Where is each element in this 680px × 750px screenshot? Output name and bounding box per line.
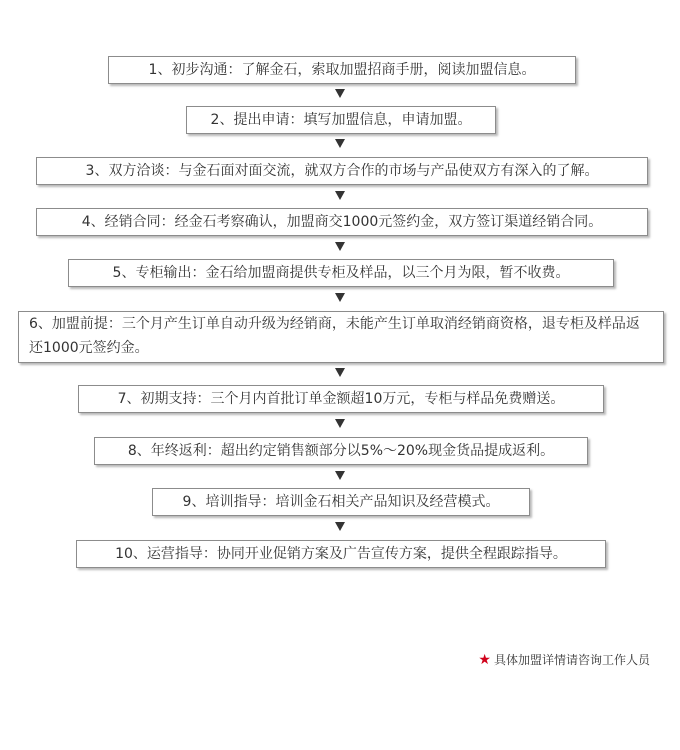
step-1-box: 1、初步沟通：了解金石，索取加盟招商手册，阅读加盟信息。: [108, 56, 576, 84]
step-8-box: 8、年终返利：超出约定销售额部分以5%～20%现金货品提成返利。: [94, 437, 588, 465]
step-10-box: 10、运营指导：协同开业促销方案及广告宣传方案，提供全程跟踪指导。: [76, 540, 606, 568]
star-icon: ★: [478, 651, 491, 668]
down-arrow-icon: [335, 293, 345, 302]
down-arrow-icon: [335, 242, 345, 251]
step-9-box: 9、培训指导：培训金石相关产品知识及经营模式。: [152, 488, 530, 516]
down-arrow-icon: [335, 139, 345, 148]
step-5-box: 5、专柜输出：金石给加盟商提供专柜及样品，以三个月为限，暂不收费。: [68, 259, 614, 287]
step-6-box: 6、加盟前提：三个月产生订单自动升级为经销商，未能产生订单取消经销商资格，退专柜及样品返还1000元签约金。: [18, 311, 664, 363]
footnote: [478, 651, 650, 668]
down-arrow-icon: [335, 191, 345, 200]
step-7-box: 7、初期支持：三个月内首批订单金额超10万元，专柜与样品免费赠送。: [78, 385, 604, 413]
down-arrow-icon: [335, 89, 345, 98]
step-4-box: 4、经销合同：经金石考察确认，加盟商交1000元签约金，双方签订渠道经销合同。: [36, 208, 648, 236]
down-arrow-icon: [335, 419, 345, 428]
step-3-box: 3、双方洽谈：与金石面对面交流，就双方合作的市场与产品使双方有深入的了解。: [36, 157, 648, 185]
step-2-box: 2、提出申请：填写加盟信息，申请加盟。: [186, 106, 496, 134]
down-arrow-icon: [335, 471, 345, 480]
down-arrow-icon: [335, 368, 345, 377]
down-arrow-icon: [335, 522, 345, 531]
footnote-text: 具体加盟详情请咨询工作人员: [493, 653, 650, 667]
